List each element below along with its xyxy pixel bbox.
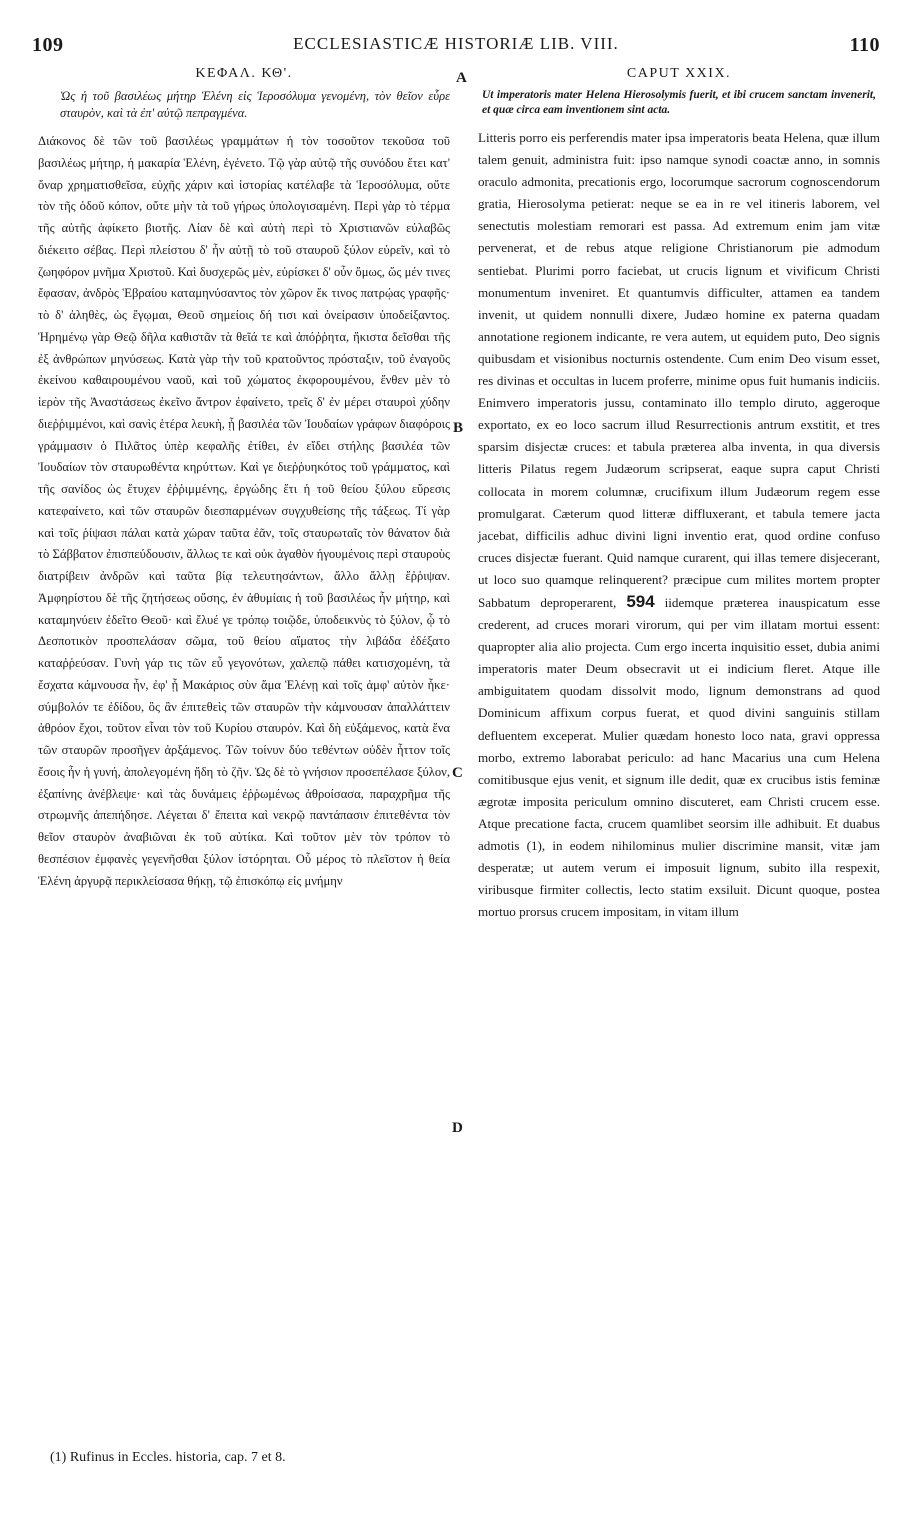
greek-body-text: Διάκονος δὲ τῶν τοῦ βασιλέως γραμμάτων ἡ τὸν τοσοῦτον τεκοῦσα τοῦ βασιλέως μήτηρ, ἡ μακαρία Ἑλένη, ἐγένετο. Τῷ γὰρ αὐτῷ τῆς συνόδου ἔτει κατ' ὄναρ χρηματισθεῖσα, εὐχῆς χάριν καὶ ἱστορίας κατέλαβε τὰ Ἱεροσόλυμα, οὔτε τὸν τῆς ὁδοῦ κόπον, οὔτε μὴν τὰ τοῦ γήρως ὑπολογισαμένη. Περὶ γὰρ τὸ τέρμα τῆς αὐτῆς ἀφίκετο βιοτῆς. Λίαν δὲ καὶ αὐτὴ περὶ τὸ Χριστιανῶν εὐλαβῶς διέκειτο σέβας. Περὶ πλείστου δ' ἦν αὐτῇ τὸ τοῦ σταυροῦ ξύλον εὑρεῖν, καὶ τὸ ζωηφόρον μνῆμα Χριστοῦ. Καὶ δυσχερῶς μὲν, εὑρίσκει δ' οὖν ὅμως, ὥς μέν τινες ἔφασαν, ἀνδρὸς Ἑβραίου καταμηνύσαντος τὸν χῶρον ἔκ τινος πατρῴας γραφῆς· τὸ δ' ἀληθὲς, ὡς ἔγῳμαι, Θεοῦ σημείοις δή τισι καὶ ὀνείρασιν ὑποδείξαντος. Ἠρημένῳ γὰρ Θεῷ δῆλα καθιστᾶν τὰ θεῖά τε καὶ ἀπόῤῥητα, ἥκιστα δεῖσθαι τῆς ἐξ ἀνθρώπων μηνύσεως. Κατὰ γὰρ τὴν τοῦ κρατοῦντος πρόσταξιν, τοῦ ἐναγοῦς ἐκείνου καθαιρουμένου ναοῦ, καὶ τοῦ χώματος ἐκφορουμένου, ἔνθεν μὲν τὸ ἱερὸν τῆς Ἀναστάσεως ἐκεῖνο ἄντρον ἐφαίνετο, τρεῖς δ' ἐν μέρει σταυροὶ χύδην διεῤῥιμμένοι, καὶ σανὶς ἑτέρα λευκὴ, ᾗ βασιλέα τῶν Ἰουδαίων γράφων διαφόροις γράμμασιν ὁ Πιλᾶτος ὑπὲρ κεφαλῆς ἐτίθει, ἐν εἴδει στήλης βασιλέα τῶν Ἰουδαίων τὸν σταυρωθέντα κηρύττων. Καὶ γε διεῤῥυηκότος τοῦ γράμματος, καὶ τῆς σανίδος ὡς ἔτυχεν ἐῤῥιμμένης, ἐργώδης ἔτι ἡ τοῦ θείου ξύλου εὕρεσις κατεφαίνετο, καὶ τῶν σταυρῶν διεσπαρμένων συγχυθείσης τῆς τάξεως. Τί γὰρ καὶ τοῖς ῥίψασι πάλαι κατὰ χώραν ταῦτα ἐᾶν, τοῖς σταυρωταῖς τὸν θάνατον διὰ τὸ Σάββατον ἐπισπεύδουσιν, ἄλλως τε καὶ οὐκ ἀγαθὸν ἡγουμένοις περὶ σταυροὺς διατρίβειν ἀνδρῶν καὶ ταῦτα βίᾳ τελευτησάντων, ἄλλο ἄλλῃ ἔῤῥιψαν. Ἀμφηρίστου δὲ τῆς ζητήσεως οὔσης, ἐν ἀθυμίαις ἡ τοῦ βασιλέως ἦν μήτηρ, καὶ καταμηνύειν ἐδεῖτο Θεοῦ· καὶ ἔλυέ γε τρόπῳ τοιῷδε, ὑποδεικνὺς τὸ ξύλον, ᾧ τὸ Δεσποτικὸν προσπελάσαν σῶμα, τοῦ θείου αἵματος τὴν λιβάδα ἐδέξατο καταῤῥεύσαν. Γυνὴ γάρ τις τῶν εὖ γεγονότων, χαλεπῷ πάθει κατισχομένη, τὰ ἔσχατα κάμνουσα ἦν, ἐφ' ᾗ Μακάριος σὺν ἅμα Ἑλένῃ καὶ τοῖς ἀμφ' αὐτὸν ἧκε· σύμβολόν τε ἐδίδου, ὃς ἂν ἐπιτεθεὶς τῶν σταυρῶν τὴν κάμνουσαν ἀπαλλάττειν ἀθρόον ἔχοι, τοῦτον εἶναι τὸν τοῦ Κυρίου σταυρόν. Καὶ δὴ εὐξάμενος, κατὰ ἕνα τῶν σταυρῶν προσῆγεν ἀρξάμενος. Τῶν τοίνυν δύο τεθέντων οὐδὲν ἧττον τοῖς ἔσοις ἦν ἡ γυνή, ἀπολεγομένη ἤδη τὸ ζῆν. Ὡς δὲ τὸ γνήσιον προσεπέλασε ξύλον, ἐξαπίνης ἀνέβλεψε· καὶ τὰς δυνάμεις ἐῤῥωμένως ἀθροίσασα, παραχρῆμα τῆς στρωμνῆς ἀπεπήδησε. Λέγεται δ' ἔπειτα καὶ νεκρῷ παντάπασιν ἐπιτεθέντα τὸν θεῖον σταυρὸν ἀναβιῶναι ἐκ τοῦ αὐτίκα. Καὶ τοῦτον μὲν τὸν τρόπον τὸ θεσπέσιον ἐμφανὲς γεγενῆσθαι ξύλον ἱστόρηται. Οὗ μέρος τὸ πλεῖστον ἡ θεία Ἑλένη ἀργυρᾷ περικλείσασα θήκῃ, τῷ ἐπισκόπῳ εἰς μνήμην: [38, 134, 450, 888]
latin-body-part2: iidemque præterea inauspicatum esse crederent, ad cruces morari virorum, qui per vim illatam mortui essent: quapropter alia alio projecta. Cum ergo incerta inquisitio esset, dubia animi imperatoris mater Deum obsecravit ut ei indicium fleret. Atque ille ambiguitatem quodam dissolvit modo, lignum demonstrans ad quod Dominicum affixum corpus fuerat, et quod divini sanguinis stillam defluentem exceperat. Mulier quædam honesto loco nata, gravi oppressa morbo, extremo laborabat periculo: ad hanc Macarius una cum Helena comitibusque ejus venit, et signum ille dedit, quæ ex crucibus istis feminæ ægrotæ imposita periculum omnino discuteret, eam Christi crucem esse. Atque precatione facta, crucem quamlibet seorsim ille adhibuit. Et duabus admotis (1), in eodem nihilominus mulier discrimine mansit, vitæ jam desperatæ; ut autem verum ei imposuit lignum, subito illa respexit, viribusque firmiter collectis, lecto statim exsiluit. Dicunt quoque, postea mortuo prorsus crucem impositam, in vitam illum: [478, 594, 881, 920]
latin-body-part1: Litteris porro eis perferendis mater ipsa imperatoris beata Helena, quæ illum talem genuit, administra fuit: ipso namque synodi coactæ anno, in somnis oraculo admonita, precationis ergo, locorumque sacrorum cognoscendorum gratia, Hierosolyma petierat: neque se ea in re vel itineris laborem, vel senectutis molestiam remorari est passa. Ad extremum enim jam vitæ pervenerat, et de rebus atque religione Christianorum pie admodum sentiebat. Plurimi porro faciebat, ut crucis lignum et vivificum Christi monumentum inveniret. Et quantumvis difficulter, attamen ea tandem invenit, ut quidem nonnulli dixere, Judæo homine ex paterna quadam annotatione regionem indicante, re vera autem, ut equidem puto, Deo signis quibusdam et visionibus nocturnis ostendente. Cum enim Deo visum esset, res divinas et occultas in lucem proferre, minime opus fuit humanis indiciis. Enimvero imperatoris jussu, contaminato illo templo diruto, aggeroque exportato, ex eo loco sacrum illud Resurrectionis antrum exstitit, et tres sparsim disjectæ cruces: et tabula præterea alba inventa, in qua diversis litteris Pilatus regem Judæorum scripserat, eaque supra caput Christi collocata in morem columnæ, crucifixum illum Judæorum regem esse promulgarat. Cæterum quod litteræ diffluxerant, et tabula temere jacta jacebat, difficilis adhuc divini ligni inventio erat, quod ordine confuso cruces disjectæ fuerant. Quid namque curarent, qui illas temere disjecerant, ut loco suo quamque relinquerent? præcipue cum milites mortem propter Sabbatum deproperarent,: [478, 130, 880, 610]
latin-chapter-summary: Ut imperatoris mater Helena Hierosolymis fuerit, et ibi crucem sanctam invenerit, et quæ circa eam inventionem sint acta.: [482, 89, 876, 116]
inline-page-number: 594: [626, 591, 655, 611]
latin-column: [478, 66, 880, 923]
page-header: [32, 34, 880, 60]
latin-body-text: [478, 127, 880, 923]
page-number-right: 110: [849, 34, 880, 56]
latin-chapter-heading: CAPUT XXIX.: [626, 66, 732, 81]
footnote: (1) Rufinus in Eccles. historia, cap. 7 et 8.: [50, 1450, 286, 1465]
running-title: ECCLESIASTICÆ HISTORIÆ LIB. VIII.: [293, 34, 619, 53]
section-marker-d: D: [452, 1120, 463, 1136]
page-number-left: 109: [32, 34, 64, 56]
section-marker-a: A: [456, 70, 467, 86]
section-marker-c: C: [452, 765, 463, 781]
greek-chapter-heading: ΚΕΦΑΛ. ΚΘ'.: [195, 66, 293, 81]
section-marker-b: B: [453, 420, 464, 436]
greek-chapter-summary: Ὡς ἡ τοῦ βασιλέως μήτηρ Ἑλένη εἰς Ἱεροσόλυμα γενομένη, τὸν θεῖον εὗρε σταυρὸν, καὶ τὰ ἐπ' αὐτῷ πεπραγμένα.: [60, 89, 450, 120]
greek-column: [38, 66, 450, 892]
